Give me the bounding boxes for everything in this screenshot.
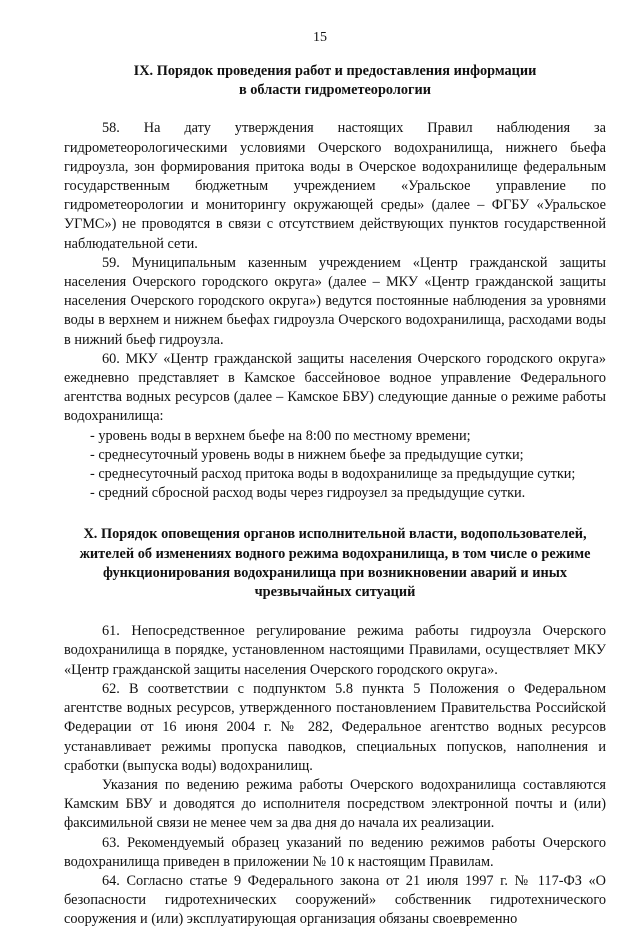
- section-10-heading-line: чрезвычайных ситуаций: [254, 584, 416, 601]
- section-10-heading-line: жителей об изменениях водного режима водохранилища, в том числе о режиме: [79, 545, 591, 562]
- paragraph-62-continued: Указания по ведению режима работы Очерского водохранилища составляются Камским БВУ и доводятся до исполнителя посредством электронной почты и (или) факсимильной связи не менее чем за два дня до начала их реализации.: [64, 776, 606, 832]
- paragraph-60: 60. МКУ «Центр гражданской защиты населения Очерского городского округа» ежедневно представляет в Камское бассейновое водное управление Федерального агентства водных ресурсов (далее – Камское БВУ) следующие данные о режиме работы водохранилища:: [64, 350, 606, 425]
- section-10-heading-line: X. Порядок оповещения органов исполнительной власти, водопользователей,: [83, 526, 587, 543]
- list-item: - средний сбросной расход воды через гидроузел за предыдущие сутки.: [90, 485, 526, 502]
- section-9-heading: [64, 62, 606, 100]
- section-9-heading-line: IX. Порядок проведения работ и предоставления информации: [133, 63, 537, 79]
- paragraph-59: 59. Муниципальным казенным учреждением «Центр гражданской защиты населения Очерского городского округа» (далее – МКУ «Центр гражданской защиты населения Очерского городского округа») ведутся постоянные наблюдения за уровнями воды в верхнем и нижнем бьефах гидроузла Очерского водохранилища, расходами воды в нижний бьеф гидроузла.: [64, 254, 606, 348]
- paragraph-58: 58. На дату утверждения настоящих Правил наблюдения за гидрометеорологическими условиями Очерского водохранилища, нижнего бьефа гидроузла, зон формирования притока воды в Очерское водохранилище федеральным государственным бюджетным учреждением «Уральское управление по гидрометеорологии и мониторингу окружающей среды» (далее – ФГБУ «Уральское УГМС») не проводятся в связи с отсутствием действующих пунктов государственной наблюдательной сети.: [64, 120, 606, 252]
- list-item: - среднесуточный уровень воды в нижнем бьефе за предыдущие сутки;: [90, 446, 524, 463]
- paragraph-63: 63. Рекомендуемый образец указаний по ведению режимов работы Очерского водохранилища приведен в приложении № 10 к настоящим Правилам.: [64, 834, 606, 870]
- list-item: - среднесуточный расход притока воды в водохранилище за предыдущие сутки;: [90, 466, 576, 483]
- paragraph-61: 61. Непосредственное регулирование режима работы гидроузла Очерского водохранилища в порядке, установленном настоящими Правилами, осуществляет МКУ «Центр гражданской защиты населения Очерского городского округа».: [64, 623, 606, 678]
- reporting-data-list: [64, 427, 606, 504]
- page-number: 15: [313, 30, 327, 45]
- list-item: - уровень воды в верхнем бьефе на 8:00 по местному времени;: [90, 427, 471, 444]
- document-body: [64, 62, 606, 930]
- section-10-heading: [64, 525, 606, 602]
- paragraph-64: 64. Согласно статье 9 Федерального закона от 21 июля 1997 г. № 117-ФЗ «О безопасности гидротехнических сооружений» собственник гидротехнического сооружения и (или) эксплуатирующая организация обязаны своевременно: [64, 872, 606, 928]
- section-10-heading-line: функционирования водохранилища при возникновении аварий и иных: [102, 564, 568, 581]
- section-9-heading-line: в области гидрометеорологии: [238, 82, 432, 99]
- paragraph-62: 62. В соответствии с подпунктом 5.8 пункта 5 Положения о Федеральном агентстве водных ресурсов, утвержденного постановлением Правительства Российской Федерации от 16 июня 2004 г. № 282, Федеральное агентство водных ресурсов устанавливает режимы пропуска паводков, специальных попусков, наполнения и сработки (выпуска воды) водохранилищ.: [64, 680, 606, 774]
